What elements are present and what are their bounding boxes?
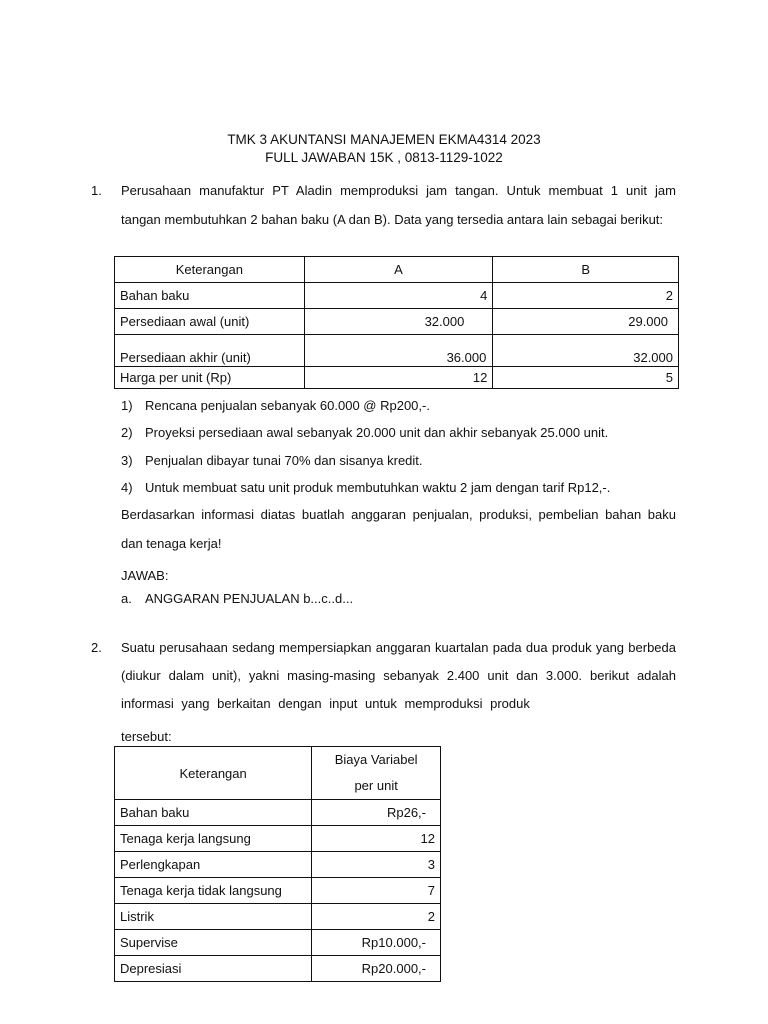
list-item: 3) Penjualan dibayar tunai 70% dan sisanya kredit. bbox=[121, 453, 423, 468]
table-header-cell bbox=[312, 747, 441, 800]
table-cell: 2 bbox=[312, 904, 441, 930]
table-cell: Rp20.000,- bbox=[312, 956, 441, 982]
table-cell: Harga per unit (Rp) bbox=[115, 367, 305, 389]
table-cell: Rp26,- bbox=[312, 800, 441, 826]
table-row bbox=[115, 956, 441, 982]
table-row bbox=[115, 904, 441, 930]
table-cell: Perlengkapan bbox=[115, 852, 312, 878]
table-cell: 4 bbox=[304, 283, 493, 309]
list-item: 2) Proyeksi persediaan awal sebanyak 20.000 unit dan akhir sebanyak 25.000 unit. bbox=[121, 425, 609, 440]
question-1-line-2: tangan membutuhkan 2 bahan baku (A dan B). Data yang tersedia antara lain sebagai berikut: bbox=[121, 212, 664, 227]
answer-label: JAWAB: bbox=[121, 568, 169, 583]
table-cell: Persediaan akhir (unit) bbox=[115, 335, 305, 367]
table-header-line: per unit bbox=[354, 778, 398, 793]
table-cell: 12 bbox=[312, 826, 441, 852]
table-row bbox=[115, 878, 441, 904]
table-row bbox=[115, 852, 441, 878]
table-row bbox=[115, 309, 679, 335]
question-1-table bbox=[114, 256, 679, 389]
table-cell: Depresiasi bbox=[115, 956, 312, 982]
table-cell: Listrik bbox=[115, 904, 312, 930]
question-1-line-1: Perusahaan manufaktur PT Aladin memproduksi jam tangan. Untuk membuat 1 unit jam bbox=[121, 183, 676, 198]
table-cell: Tenaga kerja langsung bbox=[115, 826, 312, 852]
document-title: TMK 3 AKUNTANSI MANAJEMEN EKMA4314 2023 bbox=[227, 132, 541, 147]
table-row bbox=[115, 283, 679, 309]
table-cell: Supervise bbox=[115, 930, 312, 956]
question-2-table bbox=[114, 746, 441, 982]
table-header-cell: B bbox=[493, 257, 679, 283]
table-row bbox=[115, 800, 441, 826]
table-header-cell: Keterangan bbox=[115, 257, 305, 283]
table-cell: 32.000 bbox=[493, 335, 679, 367]
table-cell: 36.000 bbox=[304, 335, 493, 367]
table-cell: 5 bbox=[493, 367, 679, 389]
table-header-cell: Keterangan bbox=[115, 747, 312, 800]
question-2-line-3: informasi yang berkaitan dengan input untuk memproduksi produk bbox=[121, 696, 530, 711]
table-cell: 29.000 bbox=[493, 309, 679, 335]
instruction-line-1: Berdasarkan informasi diatas buatlah anggaran penjualan, produksi, pembelian bahan baku bbox=[121, 507, 676, 522]
question-1-number: 1. bbox=[91, 183, 102, 198]
document-subtitle: FULL JAWABAN 15K , 0813-1129-1022 bbox=[265, 150, 503, 165]
table-header-row bbox=[115, 747, 441, 800]
question-2-line-2: (diukur dalam unit), yakni masing-masing sebanyak 2.400 unit dan 3.000. berikut adalah bbox=[121, 668, 676, 683]
table-cell: Tenaga kerja tidak langsung bbox=[115, 878, 312, 904]
answer-item: a. ANGGARAN PENJUALAN b...c..d... bbox=[121, 591, 354, 606]
table-cell: Persediaan awal (unit) bbox=[115, 309, 305, 335]
table-cell: 3 bbox=[312, 852, 441, 878]
question-2-line-4: tersebut: bbox=[121, 729, 172, 744]
question-2-number: 2. bbox=[91, 640, 102, 655]
table-cell: 12 bbox=[304, 367, 493, 389]
table-row bbox=[115, 367, 679, 389]
table-cell: 32.000 bbox=[304, 309, 493, 335]
list-item: 4) Untuk membuat satu unit produk membutuhkan waktu 2 jam dengan tarif Rp12,-. bbox=[121, 480, 611, 495]
list-item: 1) Rencana penjualan sebanyak 60.000 @ Rp200,-. bbox=[121, 398, 430, 413]
table-row bbox=[115, 930, 441, 956]
question-2-line-1: Suatu perusahaan sedang mempersiapkan anggaran kuartalan pada dua produk yang berbeda bbox=[121, 640, 676, 655]
table-cell: Bahan baku bbox=[115, 800, 312, 826]
table-header-line: Biaya Variabel bbox=[334, 752, 418, 767]
table-cell: Bahan baku bbox=[115, 283, 305, 309]
instruction-line-2: dan tenaga kerja! bbox=[121, 536, 222, 551]
table-row bbox=[115, 335, 679, 367]
table-header-row bbox=[115, 257, 679, 283]
table-cell: 7 bbox=[312, 878, 441, 904]
table-header-cell: A bbox=[304, 257, 493, 283]
table-cell: Rp10.000,- bbox=[312, 930, 441, 956]
table-row bbox=[115, 826, 441, 852]
table-cell: 2 bbox=[493, 283, 679, 309]
